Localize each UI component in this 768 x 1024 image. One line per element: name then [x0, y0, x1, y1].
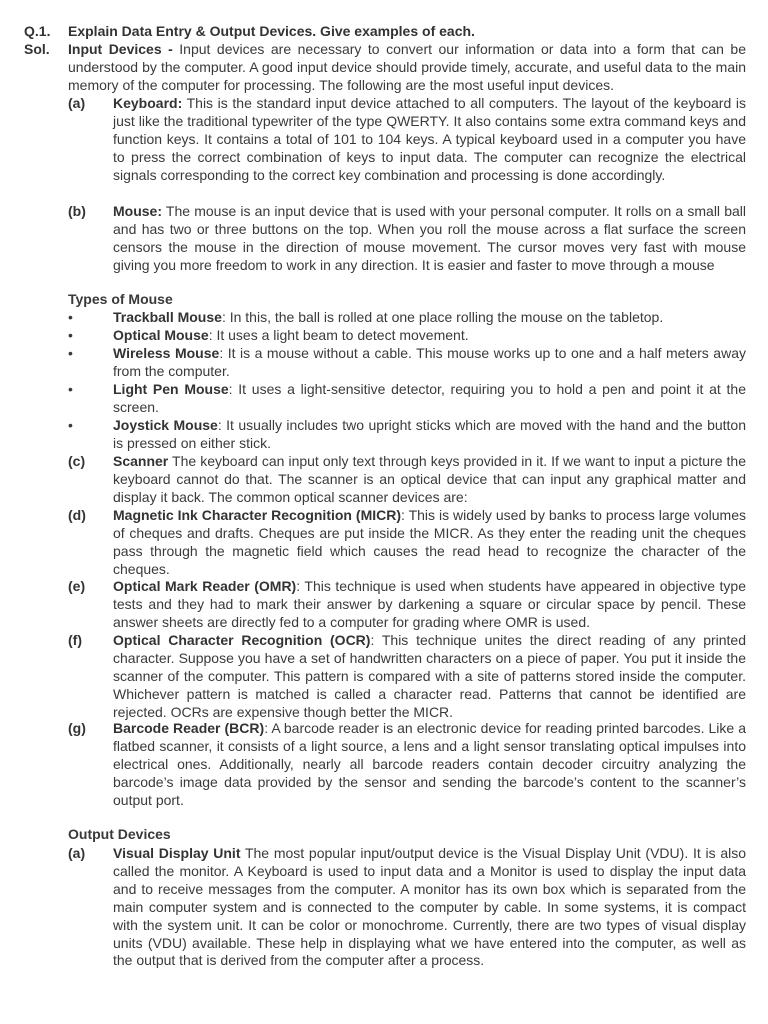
item-term: Keyboard:: [113, 95, 183, 111]
item-body: [113, 453, 746, 507]
item-label: (b): [68, 203, 86, 219]
bullet-icon: •: [68, 309, 73, 325]
solution-row: [24, 41, 746, 95]
mouse-type-text: : In this, the ball is rolled at one place rolling the mouse on the tabletop.: [221, 309, 664, 325]
mouse-type-item: [68, 345, 746, 381]
item-text: The most popular input/output device is the Visual Display Unit (VDU). It is also called the monitor. A Keyboard is used to input data and a Monitor is used to display the input data and to receive messages from the computer. A monitor has its own box which is separated from the main computer system and is connected to the computer by cable. In some systems, it is compact with the system unit. It can be color or monochrome. Currently, there are two types of visual display units (VDU) available. These help in displaying what we have entered into the computer, as well as the output that is derived from the computer after a process.: [113, 845, 746, 969]
item-text: The keyboard can input only text through keys provided in it. If we want to input a picture the keyboard cannot do that. The scanner is an optical device that can input any graphical matter and display it back. The common optical scanner devices are:: [113, 453, 746, 505]
solution-intro: [68, 41, 746, 95]
item-body: [113, 95, 746, 185]
item-text: : This is widely used by banks to process large volumes of cheques and drafts. Cheques are put inside the MICR. As they enter the reading unit the cheques pass through the magnetic field which causes the read head to recognize the character of the cheques.: [113, 507, 746, 577]
item-term: Optical Mark Reader (OMR): [113, 578, 297, 594]
mouse-type-text: : It uses a light-sensitive detector, requiring you to hold a pen and point it at the screen.: [113, 381, 746, 415]
item-label: (d): [68, 507, 86, 523]
input-item-micr: [68, 507, 746, 579]
item-body: [113, 845, 746, 970]
item-text: : This technique is used when students have appeared in objective type tests and they had to mark their answer by darkening a square or circular space by pencil. These answer sheets are directly fed to a computer for grading where OMR is used.: [113, 578, 747, 630]
item-body: [113, 632, 746, 722]
output-item-vdu: [68, 845, 746, 970]
item-term: Magnetic Ink Character Recognition (MICR): [113, 507, 402, 523]
mouse-type-body: [113, 327, 746, 345]
mouse-types-heading: Types of Mouse: [68, 291, 173, 307]
mouse-type-term: Optical Mouse: [113, 327, 209, 343]
output-devices-heading: Output Devices: [68, 826, 171, 842]
item-label: (c): [68, 453, 86, 469]
mouse-type-body: [113, 417, 746, 453]
item-body: [113, 720, 746, 810]
item-term: Scanner: [113, 453, 169, 469]
bullet-icon: •: [68, 345, 73, 361]
input-devices-intro: Input devices are necessary to convert our information or data into a form that can be understood by the computer. A good input device should provide timely, accurate, and useful data to the main memory of the computer for processing. The following are the most useful input devices.: [68, 41, 746, 93]
item-term: Visual Display Unit: [113, 845, 241, 861]
solution-label: Sol.: [24, 41, 50, 57]
item-term: Optical Character Recognition (OCR): [113, 632, 371, 648]
mouse-type-text: : It uses a light beam to detect movement.: [208, 327, 469, 343]
input-item-scanner: [68, 453, 746, 507]
item-text: : A barcode reader is an electronic device for reading printed barcodes. Like a flatbed scanner, it consists of a light source, a lens and a light sensor translating optical impulses into electrical ones. Additionally, nearly all barcode readers contain decoder circuitry analyzing the barcode’s image data provided by the sensor and sending the barcode’s content to the scanner’s output port.: [113, 720, 746, 808]
item-label: (f): [68, 632, 82, 648]
item-text: This is the standard input device attached to all computers. The layout of the keyboard is just like the traditional typewriter of the type QWERTY. It also contains some extra command keys and function keys. It contains a total of 101 to 104 keys. A typical keyboard used in a computer you have to press the correct combination of keys to input data. The computer can recognize the electrical signals corresponding to the correct key combination and processing is done accordingly.: [113, 95, 746, 183]
input-item-mouse: [68, 203, 746, 275]
item-term: Mouse:: [113, 203, 162, 219]
mouse-type-term: Joystick Mouse: [113, 417, 218, 433]
mouse-type-text: : It is a mouse without a cable. This mouse works up to one and a half meters away from the computer.: [113, 345, 746, 379]
item-term: Barcode Reader (BCR): [113, 720, 265, 736]
mouse-type-item: [68, 417, 746, 453]
question-text: Explain Data Entry & Output Devices. Give examples of each.: [68, 23, 475, 39]
mouse-type-term: Light Pen Mouse: [113, 381, 229, 397]
input-item-keyboard: [68, 95, 746, 185]
mouse-type-term: Trackball Mouse: [113, 309, 222, 325]
item-body: [113, 507, 746, 579]
mouse-type-item: [68, 381, 746, 417]
mouse-type-body: [113, 309, 746, 327]
item-text: : This technique unites the direct reading of any printed character. Suppose you have a set of handwritten characters on a piece of paper. You put it inside the scanner of the computer. This pattern is compared with a site of patterns stored inside the computer. Whichever pattern is matched is called a character read. Patterns that cannot be identified are rejected. OCRs are expensive though better the MICR.: [113, 632, 746, 720]
item-label: (a): [68, 95, 86, 111]
input-devices-title: Input Devices -: [68, 41, 173, 57]
input-item-omr: [68, 578, 746, 632]
item-text: The mouse is an input device that is used with your personal computer. It rolls on a small ball and has two or three buttons on the top. When you roll the mouse across a flat surface the screen censors the mouse in the direction of mouse movement. The cursor moves very fast with mouse giving you more freedom to work in any direction. It is easier and faster to move through a mouse: [113, 203, 746, 273]
bullet-icon: •: [68, 417, 73, 433]
mouse-type-item: [68, 327, 746, 345]
item-label: (a): [68, 845, 86, 861]
question-label: Q.1.: [24, 23, 51, 39]
mouse-type-body: [113, 381, 746, 417]
item-body: [113, 578, 746, 632]
item-label: (g): [68, 720, 86, 736]
mouse-type-term: Wireless Mouse: [113, 345, 220, 361]
item-label: (e): [68, 578, 86, 594]
bullet-icon: •: [68, 381, 73, 397]
item-body: [113, 203, 746, 275]
mouse-type-item: [68, 309, 746, 327]
bullet-icon: •: [68, 327, 73, 343]
input-item-barcode-reader: [68, 720, 746, 810]
question-row: [24, 23, 746, 41]
mouse-type-body: [113, 345, 746, 381]
input-item-ocr: [68, 632, 746, 722]
mouse-type-text: : It usually includes two upright sticks which are moved with the hand and the button is pressed on either stick.: [113, 417, 746, 451]
